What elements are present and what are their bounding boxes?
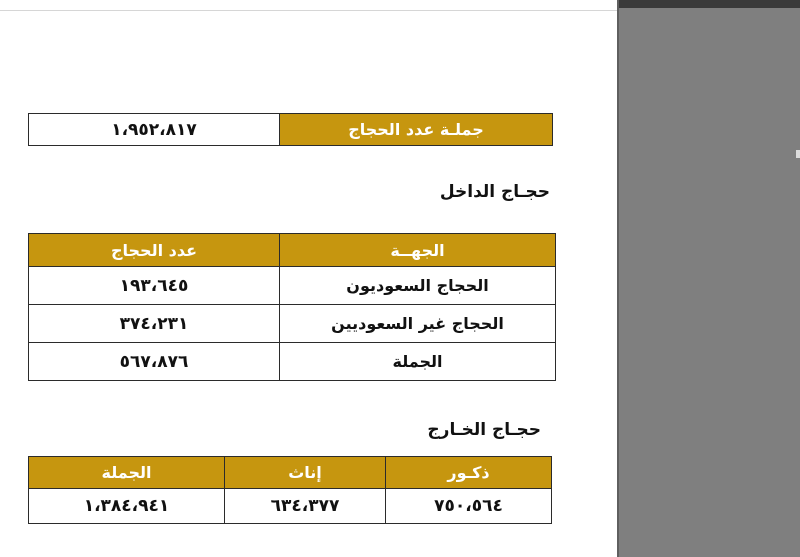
row-label: الجملة <box>280 343 556 381</box>
row-value: ١٩٣،٦٤٥ <box>29 267 280 305</box>
domestic-table <box>28 233 556 381</box>
row-value: ٣٧٤،٢٣١ <box>29 305 280 343</box>
external-heading: حجـاج الخـارج <box>427 420 541 440</box>
table-row <box>29 305 556 343</box>
total-value: ١،٩٥٢،٨١٧ <box>29 114 280 146</box>
domestic-header-entity: الجهــة <box>280 234 556 267</box>
external-male-value: ٧٥٠،٥٦٤ <box>386 489 552 524</box>
external-header-total: الجملة <box>29 457 225 489</box>
external-total-value: ١،٣٨٤،٩٤١ <box>29 489 225 524</box>
scrollbar-marker[interactable] <box>796 150 800 158</box>
total-table <box>28 113 553 146</box>
row-value: ٥٦٧،٨٧٦ <box>29 343 280 381</box>
external-female-value: ٦٣٤،٣٧٧ <box>225 489 386 524</box>
total-label: جملـة عدد الحجاج <box>280 114 553 146</box>
external-header-male: ذكـور <box>386 457 552 489</box>
table-row <box>29 343 556 381</box>
table-row <box>29 267 556 305</box>
row-label: الحجاج غير السعوديين <box>280 305 556 343</box>
domestic-header-count: عدد الحجاج <box>29 234 280 267</box>
table-row <box>29 489 552 524</box>
page-top-edge <box>0 0 617 11</box>
external-header-female: إناث <box>225 457 386 489</box>
domestic-heading: حجـاج الداخل <box>439 182 550 202</box>
external-table <box>28 456 552 524</box>
viewer-top-strip <box>619 0 800 8</box>
viewer-background-panel <box>617 0 800 557</box>
row-label: الحجاج السعوديون <box>280 267 556 305</box>
